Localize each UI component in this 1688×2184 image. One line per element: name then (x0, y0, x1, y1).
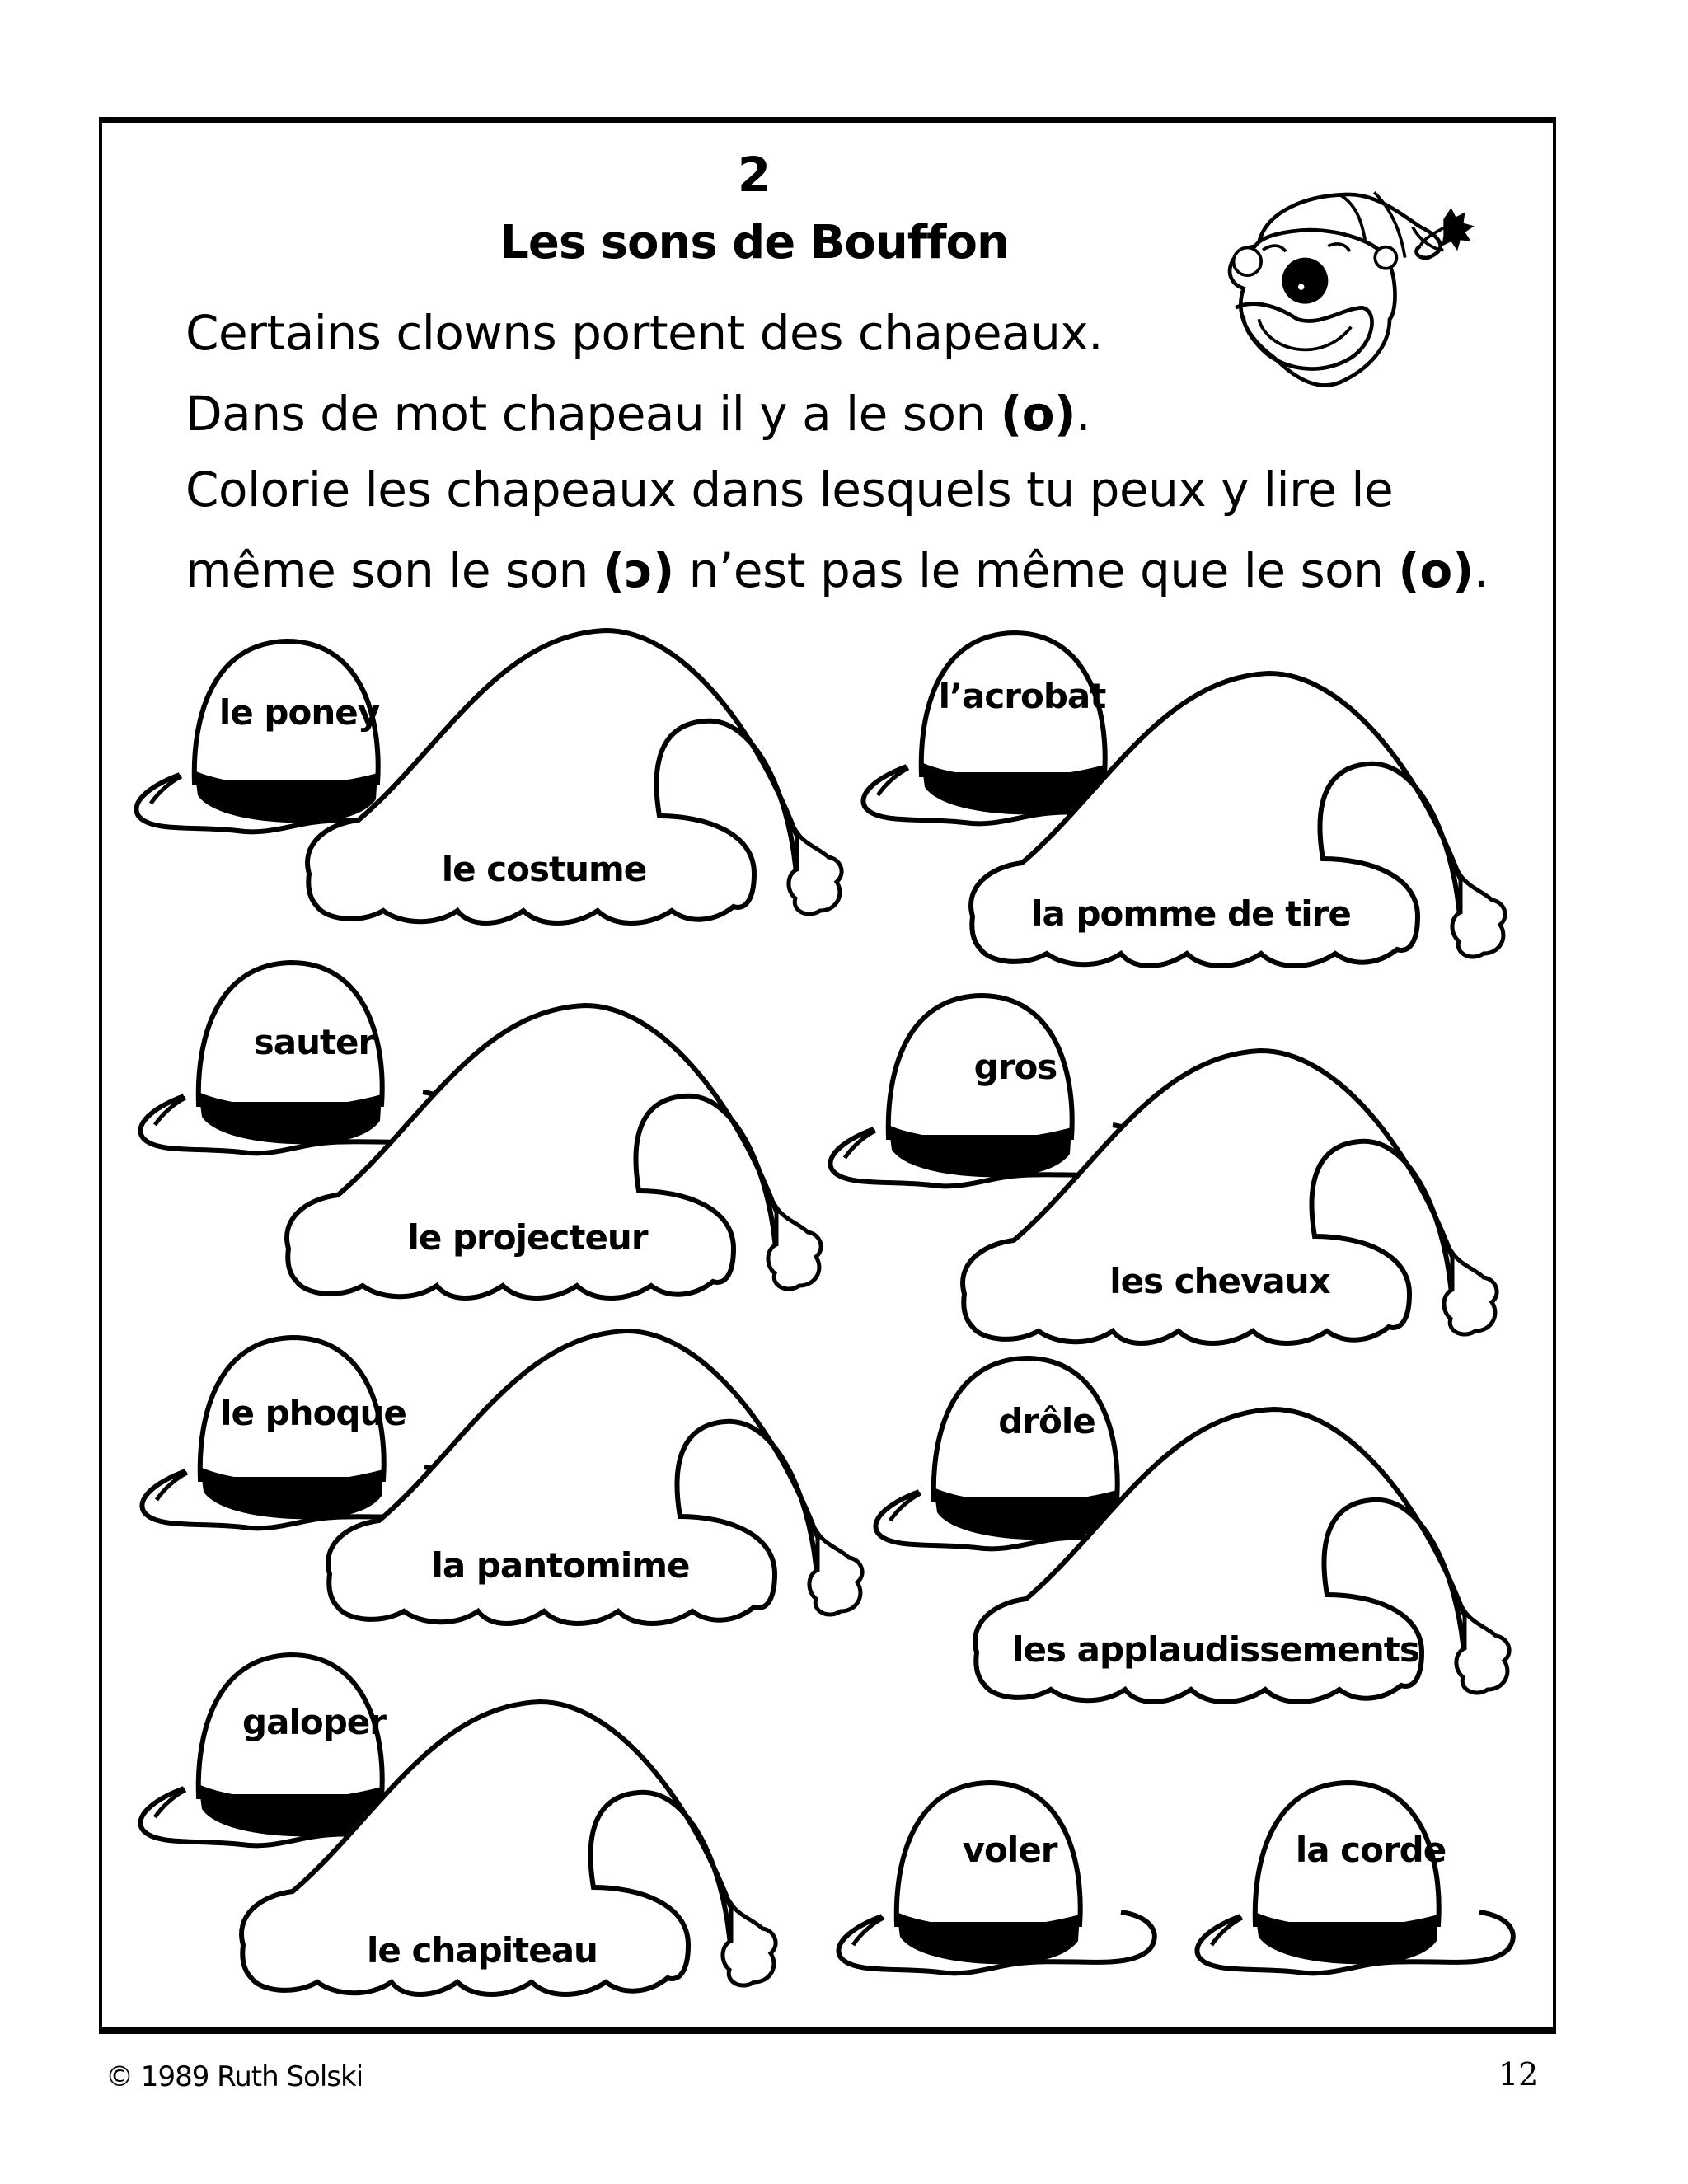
sound-o-symbol: (o) (1000, 386, 1076, 442)
hat-word: sauter (253, 1022, 375, 1062)
cap-word: les chevaux (1109, 1261, 1330, 1301)
stocking-cap[interactable] (272, 1001, 849, 1306)
exercise-number: 2 (737, 147, 771, 203)
bowler-hat[interactable] (832, 1776, 1162, 1982)
sound-o-symbol: (o) (1398, 542, 1474, 598)
page-number: 12 (1498, 2056, 1539, 2093)
cap-word: la pomme de tire (1031, 893, 1351, 934)
hat-word: la corde (1295, 1830, 1447, 1870)
instruction-line-3: Colorie les chapeaux dans lesquels tu peux y lire le (185, 462, 1394, 518)
copyright: © 1989 Ruth Solski (106, 2060, 363, 2093)
instruction-line-4: même son le son (ɔ) n’est pas le même que le son (o). (185, 542, 1489, 598)
stocking-cap[interactable] (956, 669, 1533, 974)
clown-face-icon (1187, 173, 1500, 404)
hat-word: galoper (242, 1702, 386, 1742)
stocking-cap[interactable] (948, 1047, 1525, 1352)
instruction-line-1: Certains clowns portent des chapeaux. (185, 305, 1104, 361)
stocking-cap[interactable] (960, 1405, 1537, 1710)
bowler-hat[interactable] (1191, 1776, 1521, 1982)
cap-word: le chapiteau (367, 1930, 598, 1971)
hat-word: voler (962, 1830, 1057, 1870)
cap-word: la pantomime (431, 1545, 690, 1586)
page-title: Les sons de Bouffon (499, 216, 1009, 269)
hat-word: drôle (998, 1401, 1095, 1441)
hat-word: le phoque (220, 1393, 406, 1433)
hat-word: l’acrobat (938, 676, 1106, 716)
stocking-cap[interactable] (227, 1698, 804, 2003)
sound-open-o-symbol: (ɔ) (603, 542, 674, 598)
stocking-cap[interactable] (313, 1327, 890, 1632)
cap-word: les applaudissements (1012, 1629, 1419, 1670)
hat-word: gros (973, 1047, 1057, 1087)
stocking-cap[interactable] (293, 626, 870, 931)
cap-word: le costume (441, 849, 647, 889)
hat-word: le poney (218, 692, 380, 733)
cap-word: le projecteur (407, 1217, 648, 1258)
instruction-line-2: Dans de mot chapeau il y a le son (o). (185, 386, 1090, 442)
